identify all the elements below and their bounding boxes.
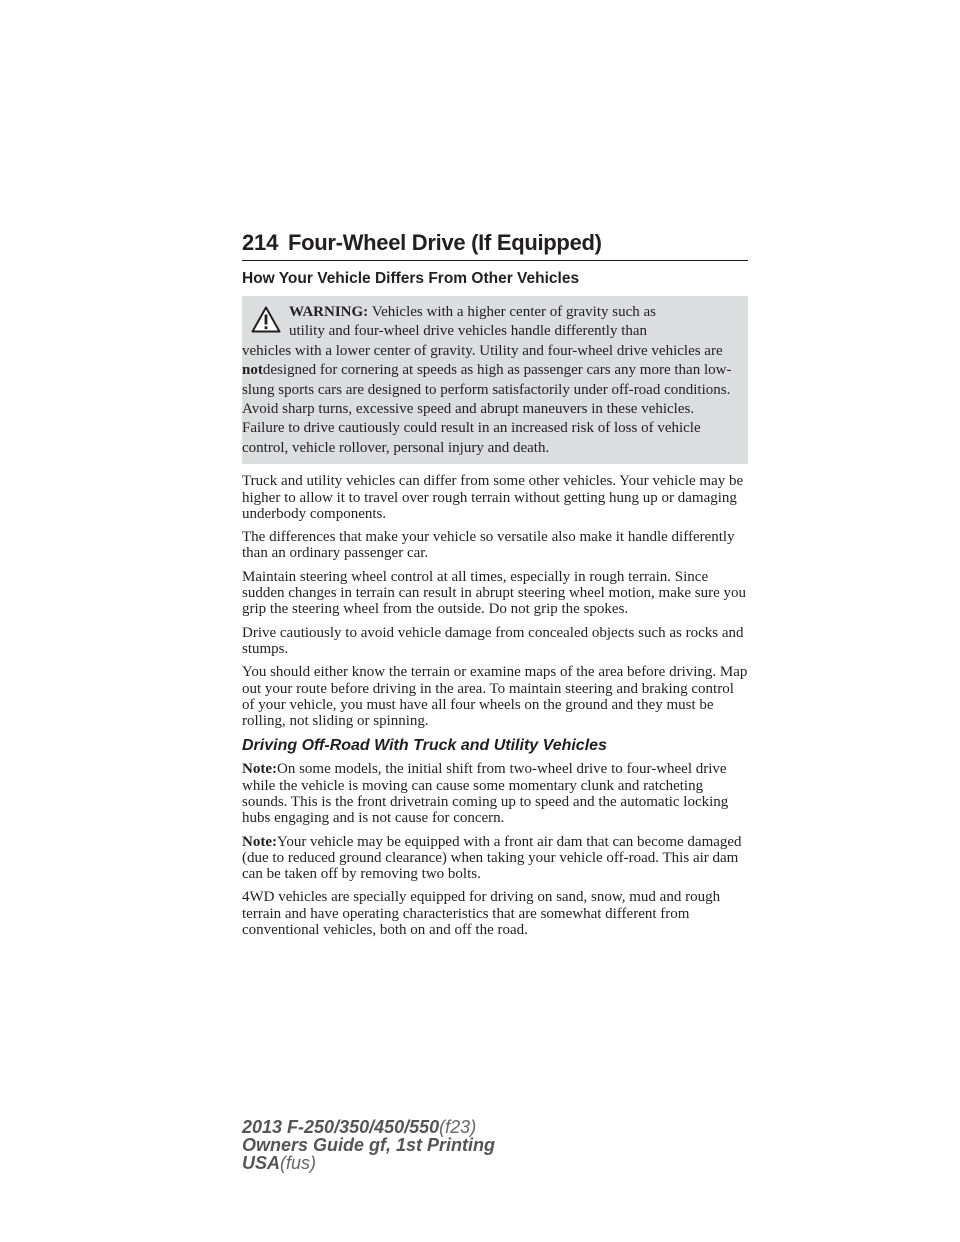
page-number: 214	[242, 230, 279, 255]
warning-first-line	[242, 303, 740, 322]
warning-line-2: utility and four-wheel drive vehicles handle differently than	[289, 323, 648, 340]
footer-market: USA	[242, 1153, 281, 1173]
footer-model: 2013 F-250/350/450/550	[242, 1117, 440, 1137]
section-heading-vehicle-differences: How Your Vehicle Differs From Other Vehicles	[242, 270, 580, 287]
warning-text-b: designed for cornering at speeds as high as passenger cars any more than low-slung sports cars are designed to perform satisfactorily under off-road conditions. Avoid sharp turns, excessive speed and abrupt maneuvers in these vehicles. Failure to drive cautiously could result in an increased risk of loss of vehicle control, vehicle rollover, personal injury and death.	[242, 362, 732, 456]
paragraph-4: Drive cautiously to avoid vehicle damage from concealed objects such as rocks and stumps.	[242, 624, 744, 657]
paragraph-3: Maintain steering wheel control at all times, especially in rough terrain. Since sudden changes in terrain can result in abrupt steering wheel motion, make sure you grip the steering wheel from the outside. Do not grip the spokes.	[242, 568, 747, 618]
paragraph-1: Truck and utility vehicles can differ from some other vehicles. Your vehicle may be higher to allow it to travel over rough terrain without getting hung up or damaging underbody components.	[242, 473, 744, 522]
section-heading-off-road: Driving Off-Road With Truck and Utility Vehicles	[242, 737, 607, 755]
paragraph-5: You should either know the terrain or examine maps of the area before driving. Map out your route before driving in the area. To maintain steering and braking control of your vehicle, you must have all four wheels on the ground and they must be rolling, not sliding or spinning.	[242, 664, 748, 730]
chapter-title: Four-Wheel Drive (If Equipped)	[288, 230, 602, 255]
warning-line-1: Vehicles with a higher center of gravity such as	[371, 304, 656, 320]
paragraph-2: The differences that make your vehicle so versatile also make it handle differently than an ordinary passenger car.	[242, 529, 735, 562]
footer-line-3	[242, 1154, 495, 1172]
warning-label: WARNING:	[289, 304, 369, 320]
footer-model-code: (f23)	[439, 1117, 477, 1137]
warning-box	[242, 296, 748, 464]
warning-emphasis: not	[242, 362, 263, 379]
note-label: Note:	[242, 833, 277, 850]
note-1	[242, 761, 748, 826]
note-text: On some models, the initial shift from two-wheel drive to four-wheel drive while the vehicle is moving can cause some momentary clunk and ratcheting sounds. This is the front drivetrain coming up to speed and the automatic locking hubs engaging and is not cause for concern.	[242, 761, 729, 827]
paragraph-closing: 4WD vehicles are specially equipped for driving on sand, snow, mud and rough terrain and have operating characteristics that are somewhat different from conventional vehicles, both on and off the road.	[242, 889, 721, 939]
footer-market-code: (fus)	[280, 1153, 317, 1173]
warning-triangle-icon	[251, 306, 281, 333]
warning-body	[242, 342, 740, 458]
print-footer	[242, 1118, 495, 1172]
note-label: Note:	[242, 761, 277, 778]
page-content	[242, 269, 748, 945]
footer-line-2: Owners Guide gf, 1st Printing	[242, 1135, 496, 1155]
note-text: Your vehicle may be equipped with a front air dam that can become damaged (due to reduced ground clearance) when taking your vehicle off-road. This air dam can be taken off by removing two bolts.	[242, 833, 742, 883]
page-header	[242, 228, 748, 261]
footer-line-1	[242, 1118, 495, 1136]
warning-text-a: vehicles with a lower center of gravity. Utility and four-wheel drive vehicles are	[242, 342, 723, 359]
note-2	[242, 834, 748, 883]
